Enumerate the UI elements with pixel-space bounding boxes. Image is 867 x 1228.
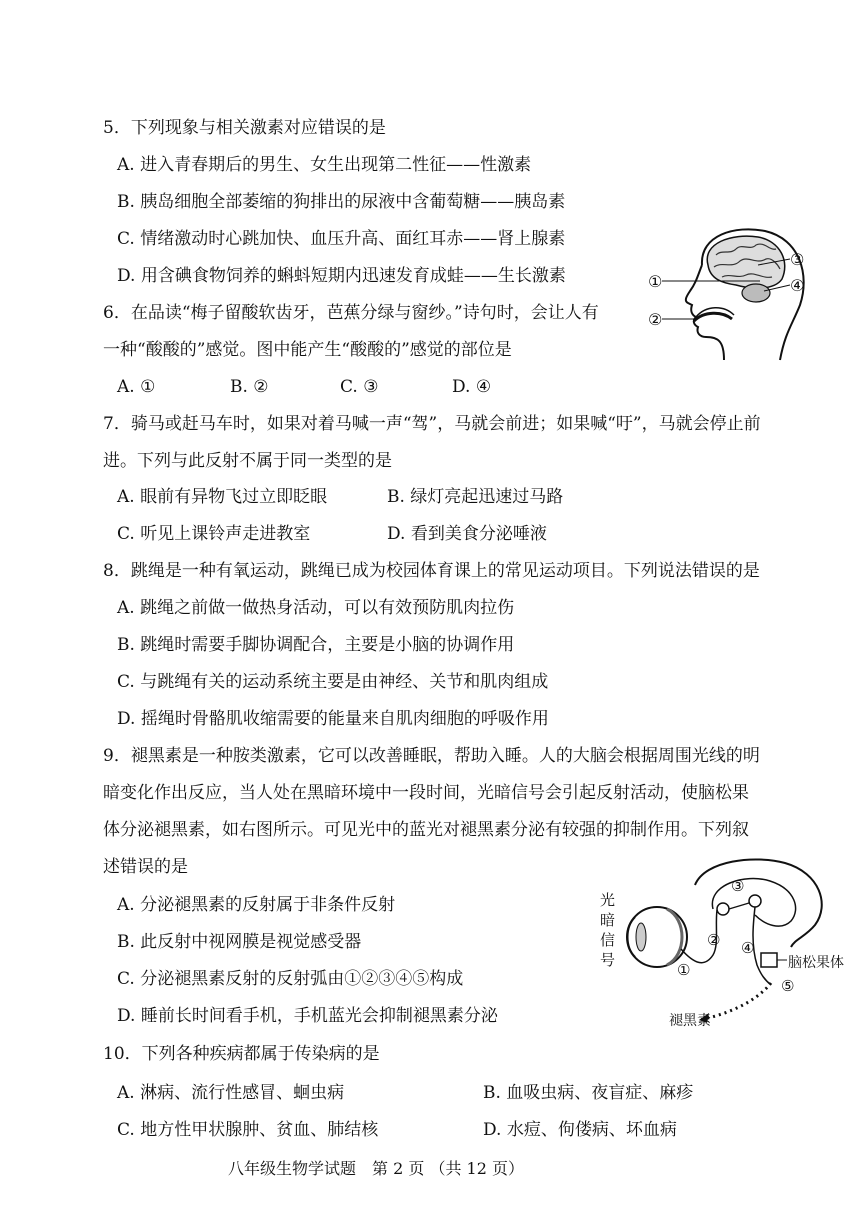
cerebellum-shape <box>742 284 770 302</box>
q6-option-a: A. ① <box>117 377 156 397</box>
q10-stem: 10．下列各种疾病都属于传染病的是 <box>103 1044 380 1064</box>
q9-stem-line3: 体分泌褪黑素，如右图所示。可见光中的蓝光对褪黑素分泌有较强的抑制作用。下列叙 <box>103 820 749 840</box>
head-brain-figure <box>640 225 810 365</box>
eye-marker-5: ⑤ <box>781 977 795 995</box>
side-label-char-2: 暗 <box>600 911 616 929</box>
q5-stem: 5．下列现象与相关激素对应错误的是 <box>103 118 386 138</box>
q9-stem-line2: 暗变化作出反应，当人处在黑暗环境中一段时间，光暗信号会引起反射活动，使脑松果 <box>103 783 749 803</box>
q8-option-a: A. 跳绳之前做一做热身活动，可以有效预防肌肉拉伤 <box>117 598 515 618</box>
tongue-shape <box>694 313 732 321</box>
q5-option-d: D. 用含碘食物饲养的蝌蚪短期内迅速发育成蛙——生长激素 <box>117 266 566 286</box>
q5-option-b: B. 胰岛细胞全部萎缩的狗排出的尿液中含葡萄糖——胰岛素 <box>117 192 566 212</box>
q7-option-a: A. 眼前有异物飞过立即眨眼 <box>117 487 328 507</box>
q5-option-a: A. 进入青春期后的男生、女生出现第二性征——性激素 <box>117 155 532 175</box>
head-label-3: ③ <box>790 250 805 269</box>
head-label-2: ② <box>648 310 663 329</box>
q10-option-a: A. 淋病、流行性感冒、蛔虫病 <box>117 1083 345 1103</box>
q9-option-c: C. 分泌褪黑素反射的反射弧由①②③④⑤构成 <box>117 969 464 989</box>
q8-stem: 8．跳绳是一种有氧运动，跳绳已成为校园体育课上的常见运动项目。下列说法错误的是 <box>103 561 760 581</box>
eye-marker-1: ① <box>677 961 691 979</box>
pineal-gland <box>761 953 777 967</box>
q7-option-c: C. 听见上课铃声走进教室 <box>117 524 311 544</box>
q9-option-d: D. 睡前长时间看手机，手机蓝光会抑制褪黑素分泌 <box>117 1006 498 1026</box>
lens <box>636 923 646 951</box>
head-label-1: ① <box>648 272 663 291</box>
side-label-char-4: 号 <box>600 951 616 969</box>
q10-option-c: C. 地方性甲状腺肿、贫血、肺结核 <box>117 1120 379 1140</box>
q9-stem-line4: 述错误的是 <box>103 857 188 877</box>
q7-option-b: B. 绿灯亮起迅速过马路 <box>387 487 564 507</box>
page-footer: 八年级生物学试题 第 2 页 （共 12 页） <box>228 1159 524 1178</box>
eye-marker-4: ④ <box>741 939 755 957</box>
eye-marker-3: ③ <box>731 877 745 895</box>
q7-stem-line2: 进。下列与此反射不属于同一类型的是 <box>103 451 392 471</box>
pineal-label: 脑松果体 <box>788 955 844 971</box>
q10-option-d: D. 水痘、佝偻病、坏血病 <box>483 1120 677 1140</box>
q6-option-b: B. ② <box>230 377 269 397</box>
q6-stem-line2: 一种“酸酸的”感觉。图中能产生“酸酸的”感觉的部位是 <box>103 340 512 360</box>
cornea <box>628 917 636 957</box>
neuron-2 <box>749 895 761 907</box>
descending-nerve <box>753 907 771 985</box>
q6-option-d: D. ④ <box>452 377 492 397</box>
q10-option-b: B. 血吸虫病、夜盲症、麻疹 <box>483 1083 694 1103</box>
q8-option-c: C. 与跳绳有关的运动系统主要是由神经、关节和肌肉组成 <box>117 672 549 692</box>
q6-option-c: C. ③ <box>340 377 379 397</box>
q6-stem-line1: 6．在品读“梅子留酸软齿牙，芭蕉分绿与窗纱。”诗句时，会让人有 <box>103 303 599 323</box>
q9-option-a: A. 分泌褪黑素的反射属于非条件反射 <box>117 895 396 915</box>
q9-option-b: B. 此反射中视网膜是视觉感受器 <box>117 932 362 952</box>
eye-pineal-figure <box>595 855 863 1033</box>
q9-stem-line1: 9．褪黑素是一种胺类激素，它可以改善睡眠，帮助入睡。人的大脑会根据周围光线的明 <box>103 746 760 766</box>
melatonin-label: 褪黑素 <box>669 1013 711 1029</box>
side-label-char-1: 光 <box>600 891 616 909</box>
q7-stem-line1: 7．骑马或赶马车时，如果对着马喊一声“驾”，马就会前进；如果喊“吁”，马就会停止前 <box>103 414 761 434</box>
q7-option-d: D. 看到美食分泌唾液 <box>387 524 547 544</box>
q8-option-d: D. 摇绳时骨骼肌收缩需要的能量来自肌肉细胞的呼吸作用 <box>117 709 549 729</box>
q8-option-b: B. 跳绳时需要手脚协调配合，主要是小脑的协调作用 <box>117 635 515 655</box>
side-label-char-3: 信 <box>600 931 616 949</box>
head-label-4: ④ <box>790 276 805 295</box>
eye-marker-2: ② <box>707 931 721 949</box>
neuron-1 <box>717 903 729 915</box>
q5-option-c: C. 情绪激动时心跳加快、血压升高、面红耳赤——肾上腺素 <box>117 229 566 249</box>
